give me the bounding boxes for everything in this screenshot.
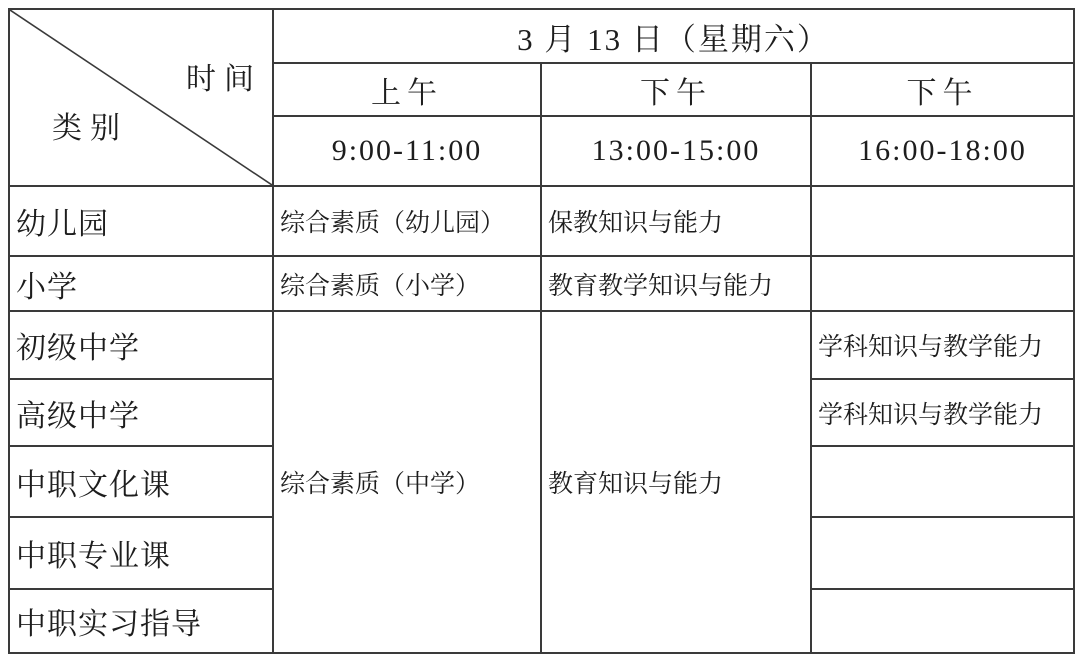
corner-cell [9,9,273,186]
cell-kindergarten-morning: 综合素质（幼儿园） [273,186,541,256]
period-afternoon-1: 下午 [541,63,811,116]
cell-primary-morning: 综合素质（小学） [273,256,541,311]
row-header-junior-middle-school: 初级中学 [9,311,273,379]
table-row [9,311,1074,379]
row-header-vocational-major: 中职专业课 [9,517,273,589]
cell-primary-afternoon1: 教育教学知识与能力 [541,256,811,311]
cell-vocational-culture-afternoon2 [811,446,1074,517]
cell-secondary-afternoon1-merged: 教育知识与能力 [541,311,811,653]
table-row [9,256,1074,311]
time-slot-afternoon-1: 13:00-15:00 [541,116,811,186]
cell-vocational-internship-afternoon2 [811,589,1074,653]
row-header-vocational-culture: 中职文化课 [9,446,273,517]
row-header-kindergarten: 幼儿园 [9,186,273,256]
cell-senior-middle-afternoon2: 学科知识与教学能力 [811,379,1074,446]
corner-time-label: 时间 [186,62,262,96]
cell-vocational-major-afternoon2 [811,517,1074,589]
period-afternoon-2: 下午 [811,63,1074,116]
row-header-senior-middle-school: 高级中学 [9,379,273,446]
cell-kindergarten-afternoon2 [811,186,1074,256]
corner-category-label: 类别 [52,111,128,145]
exam-schedule-table [8,8,1075,654]
cell-secondary-morning-merged: 综合素质（中学） [273,311,541,653]
cell-primary-afternoon2 [811,256,1074,311]
date-header-cell: 3 月 13 日（星期六） [273,9,1074,63]
table-row [9,186,1074,256]
cell-kindergarten-afternoon1: 保教知识与能力 [541,186,811,256]
time-slot-morning: 9:00-11:00 [273,116,541,186]
cell-junior-middle-afternoon2: 学科知识与教学能力 [811,311,1074,379]
time-slot-afternoon-2: 16:00-18:00 [811,116,1074,186]
row-header-primary-school: 小学 [9,256,273,311]
row-header-vocational-internship: 中职实习指导 [9,589,273,653]
period-morning: 上午 [273,63,541,116]
